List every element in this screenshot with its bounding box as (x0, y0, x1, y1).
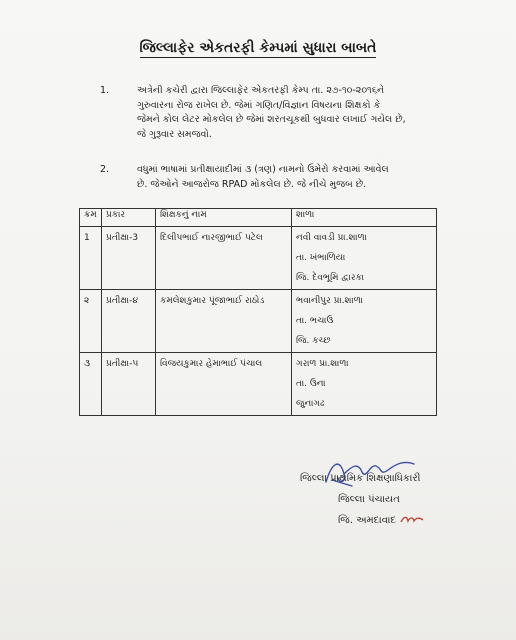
signature-block (300, 468, 425, 531)
table-row (80, 290, 437, 353)
header-teacher-name: શિક્ષકનું નામ (156, 209, 292, 227)
point-2 (137, 163, 389, 192)
point-1-line-4: જે ગુરૂવાર સમજવો. (137, 128, 212, 140)
cell-teacher-name: દિલીપભાઈ નારજીભાઈ પટેલ (156, 227, 292, 290)
school-district: જિ. કચ્છ (296, 336, 331, 346)
table-row (80, 227, 437, 290)
signatory-title: જિલ્લા પ્રાથમિક શિક્ષણાધિકારી (300, 473, 421, 484)
signatory-district (300, 510, 425, 531)
point-1-number: 1. (100, 85, 110, 96)
document-title (0, 40, 516, 56)
cell-teacher-name: કમલેશકુમાર પૂંજાભાઈ રાઠોડ (156, 290, 292, 353)
header-type: પ્રકાર (102, 209, 156, 227)
school-district: જુનાગઢ (296, 399, 325, 409)
header-school: શાળા (292, 209, 437, 227)
signatory-office: જિલ્લા પંચાયત (338, 494, 400, 505)
table-header-row (80, 209, 437, 227)
cell-serial: ૨ (80, 290, 102, 353)
cell-type: પ્રતીક્ષા-૫ (102, 353, 156, 416)
school-name: ગરાળ પ્રા.શાળા (296, 359, 349, 369)
point-2-line-2: છે. જેઓને આજરોજ RPAD મોકલેલ છે. જે નીચે મુજબ છે. (137, 178, 367, 190)
point-2-line-1: વધુમાં ભાષામાં પ્રતીક્ષાયાદીમાં ૩ (ત્રણ) નામનો ઉમેરો કરવામાં આવેલ (137, 164, 389, 175)
waiting-list-table (79, 208, 437, 416)
point-1-line-3: જેમને કોલ લેટર મોકલેલ છે જેમાં શરતચૂકથી બુધવાર લખાઈ ગયેલ છે, (137, 114, 406, 125)
title-text: જિલ્લાફેર એકતરફી કેમ્પમાં સુધારા બાબતે (139, 40, 377, 56)
point-2-number: 2. (100, 164, 110, 175)
school-name: નવી વાવડી પ્રા.શાળા (296, 233, 367, 243)
cell-serial: 1 (80, 227, 102, 290)
cell-serial: ૩ (80, 353, 102, 416)
signatory-district-text: જિ. અમદાવાદ (338, 515, 396, 526)
school-name: ભવાનીપુર પ્રા.શાળા (296, 296, 363, 306)
cell-teacher-name: વિજયકુમાર હેમાભાઈ પંચાલ (156, 353, 292, 416)
cell-school (292, 353, 437, 416)
point-1-line-1: અત્રેની કચેરી દ્વારા જિલ્લાફેર એકતરફી કેમ્પ તા. ૨૭-૧૦-૨૦૧૬ને (137, 85, 385, 96)
cell-school (292, 227, 437, 290)
point-1 (137, 84, 406, 142)
school-taluka: તા. ભચાઉ (296, 316, 334, 326)
school-taluka: તા. ખંભાળિયા (296, 253, 346, 263)
point-1-line-2: ગુરુવારના રોજ રાખેલ છે. જેમાં ગણિત/વિજ્ઞાન વિષયના શિક્ષકો કે (137, 99, 381, 111)
header-serial: ક્રમ (80, 209, 102, 227)
table-row (80, 353, 437, 416)
school-taluka: તા. ઉના (296, 379, 326, 389)
cell-school (292, 290, 437, 353)
cell-type: પ્રતીક્ષા-3 (102, 227, 156, 290)
cell-type: પ્રતીક્ષા-૪ (102, 290, 156, 353)
ink-mark-icon (399, 514, 425, 526)
school-district: જિ. દેવભૂમિ દ્વારકા (296, 273, 365, 283)
